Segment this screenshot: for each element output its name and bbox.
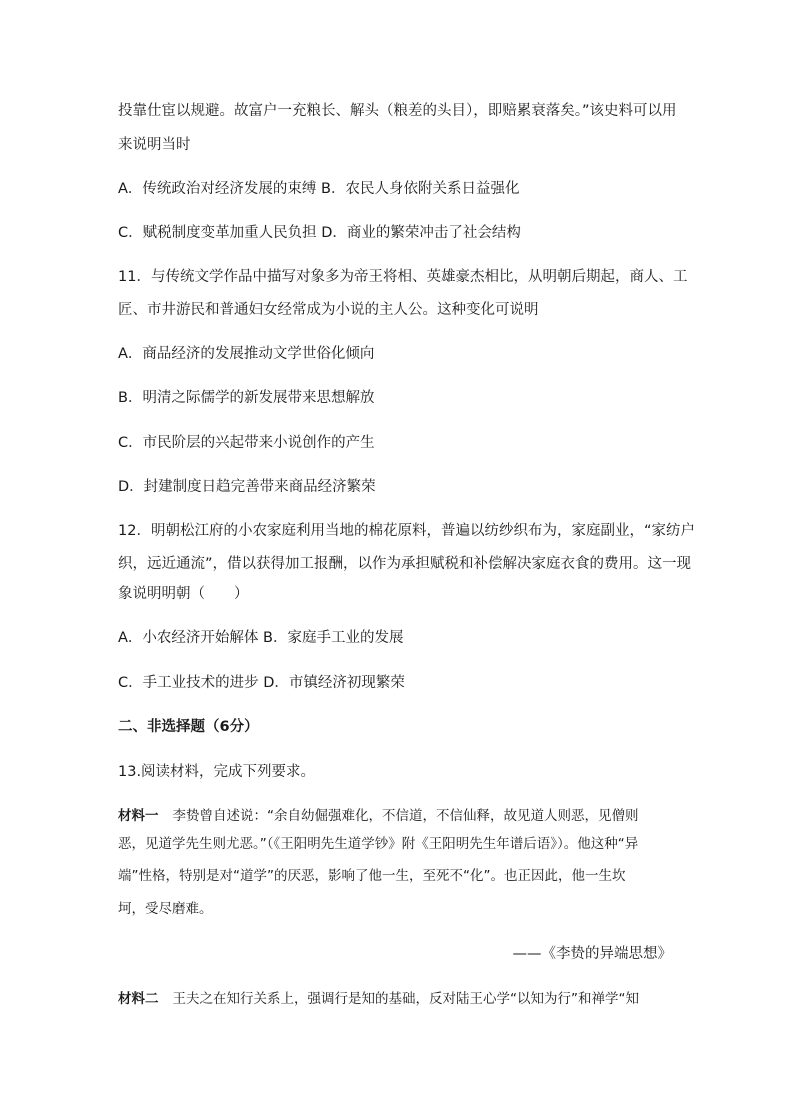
material-1-line-1	[118, 806, 678, 826]
q12-options-ab: A．小农经济开始解体 B．家庭手工业的发展	[118, 630, 404, 646]
material-2-label: 材料二	[118, 991, 159, 1007]
material-1-label: 材料一	[118, 808, 159, 824]
q12-stem-line-2: 织，远近通流”，借以获得加工报酬，以作为承担赋税和补偿解决家庭衣食的费用。这一现	[118, 556, 692, 572]
section-heading: 二、非选择题（6分）	[118, 719, 259, 735]
material-1-line-4: 坷，受尽磨难。	[118, 901, 213, 917]
q11-option-b: B．明清之际儒学的新发展带来思想解放	[118, 390, 375, 406]
material-1-source: ——《李贽的异端思想》	[512, 946, 672, 962]
q10-stem-line-2: 来说明当时	[118, 137, 191, 153]
material-1-line-3: 端”性格，特别是对“道学”的厌恶，影响了他一生，至死不“化”。也正因此，他一生坎	[118, 868, 626, 884]
material-2-text: 王夫之在知行关系上，强调行是知的基础，反对陆王心学“以知为行”和禅学“知	[172, 991, 639, 1007]
q11-stem-line-1: 11．与传统文学作品中描写对象多为帝王将相、英雄豪杰相比，从明朝后期起，商人、工	[118, 269, 688, 285]
material-1-line-2: 恶，见道学先生则尤恶。”（《王阳明先生道学钞》附《王阳明先生年谱后语》）。他这种“异	[118, 836, 639, 852]
q11-option-a: A．商品经济的发展推动文学世俗化倾向	[118, 346, 375, 362]
q11-stem-line-2: 匠、市井游民和普通妇女经常成为小说的主人公。这种变化可说明	[118, 302, 539, 318]
q11-option-c: C．市民阶层的兴起带来小说创作的产生	[118, 435, 375, 451]
q12-stem-line-3: 象说明明朝（ ）	[118, 586, 249, 602]
q12-options-cd: C．手工业技术的进步 D．市镇经济初现繁荣	[118, 675, 405, 691]
material-1-text: 李贽曾自述说：“余自幼倔强难化，不信道，不信仙释，故见道人则恶，见僧则	[172, 808, 639, 824]
q12-stem-line-1: 12．明朝松江府的小农家庭利用当地的棉花原料，普遍以纺纱织布为，家庭副业，“家纺户	[118, 523, 695, 539]
material-2-line-1	[118, 989, 678, 1009]
q11-option-d: D．封建制度日趋完善带来商品经济繁荣	[118, 479, 376, 495]
q10-options-ab: A．传统政治对经济发展的束缚 B．农民人身依附关系日益强化	[118, 181, 520, 197]
q10-options-cd: C．赋税制度变革加重人民负担 D．商业的繁荣冲击了社会结构	[118, 225, 521, 241]
q10-stem-line-1: 投靠仕宦以规避。故富户一充粮长、解头（粮差的头目），即赔累衰落矣。”该史料可以用	[118, 103, 677, 119]
q13-prompt: 13.阅读材料，完成下列要求。	[118, 764, 316, 780]
